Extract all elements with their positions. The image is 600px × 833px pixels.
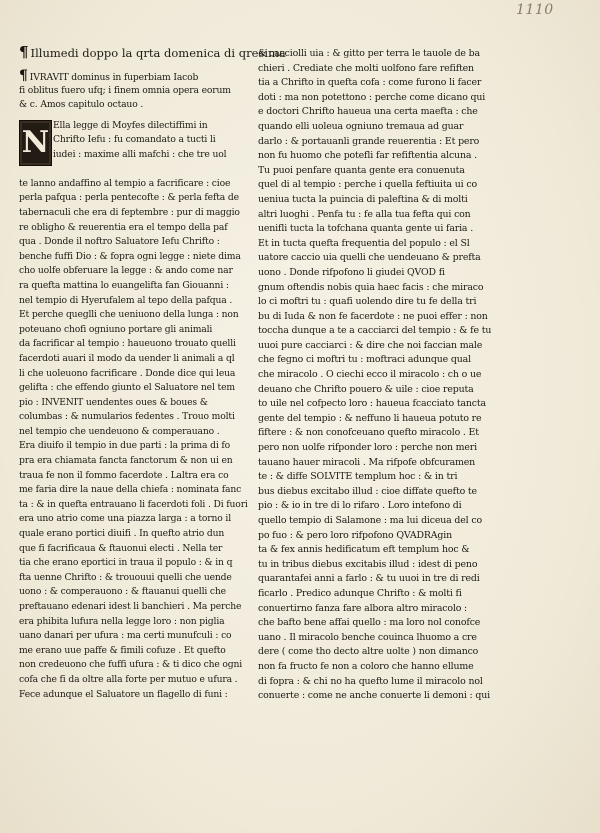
text-line: que fi facrificaua & ftauonui electi . Nella ter bbox=[19, 542, 223, 554]
text-line: cofa che fi da oltre alla forte per mutuo e ufura . bbox=[19, 673, 238, 685]
text-line: uenifli tucta la tofchana quanta gente ui faria . bbox=[258, 223, 474, 235]
text-line: facerdoti auari il modo da uender li animali a ql bbox=[19, 352, 235, 364]
text-line: me erano uue paffe & fimili cofuze . Et quefto bbox=[19, 644, 226, 656]
text-line: Ella legge di Moyfes dilectiffimi in bbox=[53, 119, 208, 131]
right-column bbox=[258, 47, 512, 704]
text-line: ta & fex annis hedificatum eft templum hoc & bbox=[258, 544, 470, 556]
text-line: uono . Donde rifpofono li giudei QVOD fi bbox=[258, 266, 445, 278]
text-line: Tu puoi penfare quanta gente era conuenuta bbox=[258, 164, 465, 176]
text-line: Era diuifo il tempio in due parti : la prima di fo bbox=[19, 440, 231, 452]
text-line: quarantafei anni a farlo : & tu uuoi in tre di redi bbox=[258, 573, 480, 585]
text-line: quello tempio di Salamone : ma lui diceua del co bbox=[258, 515, 482, 526]
text-line: ta : & in quefta entrauano li facerdoti foli . Di fuori bbox=[19, 498, 248, 510]
text-line: doti : ma non potettono : perche come dicano qui bbox=[258, 91, 486, 103]
incipit bbox=[19, 69, 250, 113]
text-line: conuerte : come ne anche conuerte li demoni : qui bbox=[258, 690, 490, 702]
text-line: tabernaculi che era di feptembre : pur di maggio bbox=[19, 206, 240, 218]
text-line: altri luoghi . Penfa tu : fe alla tua fefta qui con bbox=[258, 208, 471, 220]
text-line: li che uoleuono facrificare . Donde dice qui leua bbox=[19, 367, 236, 379]
pilcrow-icon: ¶ bbox=[19, 43, 29, 61]
text-line: che fegno ci moftri tu : moftraci adunque qual bbox=[258, 354, 471, 366]
text-line: pio : & io in tre di lo rifaro . Loro intefono di bbox=[258, 500, 462, 512]
decorated-initial: N bbox=[19, 120, 52, 166]
text-line: chieri . Crediate che molti uolfono fare refiften bbox=[258, 62, 474, 74]
text-line: non fa fructo fe non a coloro che hanno ellume bbox=[258, 660, 474, 672]
text-line: darlo : & portauanli grande reuerentia : Et pero bbox=[258, 135, 480, 147]
text-line: lo ci moftri tu : quafi uolendo dire tu fe della tri bbox=[258, 296, 477, 308]
incipit-line: ¶ IVRAVIT dominus in fuperbiam Iacob bbox=[19, 68, 199, 84]
text-line: quando elli uoleua ogniuno tremaua ad guar bbox=[258, 120, 464, 132]
text-line: da facrificar al tempio : haueuono trouato quelli bbox=[19, 338, 236, 350]
text-line: tia che erano eportici in traua il populo : & in q bbox=[19, 557, 233, 569]
text-line: pra era chiamata fancta fanctorum & non ui en bbox=[19, 455, 233, 467]
text-line: deuano che Chrifto pouero & uile : cioe reputa bbox=[258, 383, 474, 395]
text-line: perla pafqua : perla pentecofte : & perla fefta de bbox=[19, 192, 239, 204]
text-line: uano danari per ufura : ma certi munufculi : co bbox=[19, 630, 232, 642]
left-text-block bbox=[19, 177, 250, 702]
text-line: era uno atrio come una piazza larga : a torno il bbox=[19, 513, 231, 525]
text-line: che bafto bene affai quello : ma loro nol conofce bbox=[258, 617, 481, 629]
text-line: non fu huomo che potefli far refiftentia alcuna . bbox=[258, 150, 477, 162]
incipit-line: fi oblitus fuero ufq; i finem omnia opera eorum bbox=[19, 84, 231, 96]
text-line: benche fuffi Dio : & fopra ogni legge : niete dima bbox=[19, 250, 241, 262]
text-line: ueniua tucta la puincia di paleftina & di molti bbox=[258, 193, 468, 205]
text-line: fta uenne Chrifto : & trououui quelli che uende bbox=[19, 571, 232, 583]
text-line: fiftere : & non conofceuano quefto miracolo . Et bbox=[258, 427, 479, 439]
text-line: cho uolfe obferuare la legge : & ando come nar bbox=[19, 265, 233, 277]
text-line: uatore caccio uia quelli che uendeuano & prefta bbox=[258, 252, 481, 264]
text-line: dere ( come tho decto altre uolte ) non dimanco bbox=[258, 646, 479, 658]
text-line: Fece adunque el Saluatore un flagello di funi : bbox=[19, 688, 228, 700]
text-line: uano . Il miracolo benche couinca lhuomo a cre bbox=[258, 631, 477, 643]
heading-text: Illumedi doppo la qrta domenica di qresima bbox=[30, 46, 286, 60]
left-column bbox=[19, 43, 286, 702]
text-line: poteuano chofi ogniuno portare gli animali bbox=[19, 323, 213, 335]
text-line: gnum oftendis nobis quia haec facis : che miraco bbox=[258, 281, 484, 293]
text-line: pio : INVENIT uendentes oues & boues & bbox=[19, 396, 208, 408]
text-line: non credeuono che fuffi ufura : & ti dico che ogni bbox=[19, 659, 243, 671]
text-line: uono : & comperauono : & ftauanui quelli che bbox=[19, 586, 226, 598]
text-line: tu in tribus diebus excitabis illud : idest di peno bbox=[258, 558, 478, 570]
text-line: gelifta : che effendo giunto el Saluatore nel tem bbox=[19, 382, 235, 394]
text-line: nel tempio di Hyerufalem al tepo della pafqua . bbox=[19, 294, 233, 306]
text-line: qua . Donde il noftro Saluatore Iefu Chrifto : bbox=[19, 236, 220, 248]
text-line: & cacciolli uia : & gitto per terra le tauole de ba bbox=[258, 48, 480, 59]
text-line: quel di al tempio : perche i quella feftiuita ui co bbox=[258, 179, 477, 191]
text-line: quale erano portici diuifi . In quefto atrio dun bbox=[19, 528, 225, 540]
text-line: conuertirno fanza fare albora altro miracolo : bbox=[258, 602, 468, 614]
text-line: columbas : & numularios fedentes . Trouo molti bbox=[19, 411, 235, 423]
initial-paragraph bbox=[19, 119, 250, 177]
text-line: te lanno andaffino al tempio a facrificare : cioe bbox=[19, 177, 231, 189]
text-line: pero non uolfe rifponder loro : perche non meri bbox=[258, 442, 477, 454]
incipit-line: & c. Amos capitulo octauo . bbox=[19, 99, 144, 111]
text-line: di fopra : & chi no ha quefto lume il miracolo nol bbox=[258, 675, 483, 687]
text-line: re obligho & reuerentia era el tempo della paf bbox=[19, 221, 228, 233]
text-line: Chrifto Iefu : fu comandato a tucti li bbox=[53, 134, 216, 146]
text-line: bu di Iuda & non fe facerdote : ne puoi effer : non bbox=[258, 310, 488, 322]
pilcrow-icon: ¶ bbox=[19, 68, 28, 84]
text-line: era phibita lufura nella legge loro : non piglia bbox=[19, 615, 225, 627]
text-line: uuoi pure cacciarci : & dire che noi faccian male bbox=[258, 339, 483, 351]
text-line: me faria dire la naue della chiefa : nominata fanc bbox=[19, 484, 242, 496]
text-line: ra quefta mattina lo euangelifta fan Giouanni : bbox=[19, 279, 229, 291]
text-line: nel tempio che uendeuono & comperauano . bbox=[19, 425, 220, 437]
text-line: tauano hauer miracoli . Ma rifpofe obfcuramen bbox=[258, 456, 476, 468]
text-line: gente del tempio : & neffuno li haueua potuto re bbox=[258, 412, 482, 424]
text-line: ficarlo . Predico adunque Chrifto : & molti fi bbox=[258, 587, 462, 599]
text-line: Et in tucta quefta frequentia del populo : el Sl bbox=[258, 237, 470, 249]
text-line: to uile nel cofpecto loro : haueua fcacciato tancta bbox=[258, 398, 486, 410]
text-line: e doctori Chrifto haueua una certa maefta : che bbox=[258, 106, 478, 118]
text-line: traua fe non il fommo facerdote . Laltra era co bbox=[19, 469, 229, 481]
text-line: iudei : maxime alli mafchi : che tre uol bbox=[53, 148, 227, 160]
folio-number: 1110 bbox=[516, 2, 554, 18]
right-text-block bbox=[258, 47, 512, 704]
text-line: po fuo : & pero loro rifpofono QVADRAgin bbox=[258, 529, 452, 541]
text-line: Et perche queglli che ueniuono della lunga : non bbox=[19, 309, 239, 321]
text-line: che miracolo . O ciechi ecco il miracolo : ch o ue bbox=[258, 369, 482, 381]
text-line: preftauano edenari idest li banchieri . Ma perche bbox=[19, 601, 242, 612]
text-line: te : & diffe SOLVITE templum hoc : & in tri bbox=[258, 471, 458, 483]
section-heading bbox=[19, 43, 286, 61]
text-line: bus diebus excitabo illud : cioe diffate quefto te bbox=[258, 485, 477, 497]
text-line: tia a Chrifto in quefta cofa : come furono li facer bbox=[258, 77, 482, 89]
text-line: toccha dunque a te a cacciarci del tempio : & fe tu bbox=[258, 325, 492, 337]
